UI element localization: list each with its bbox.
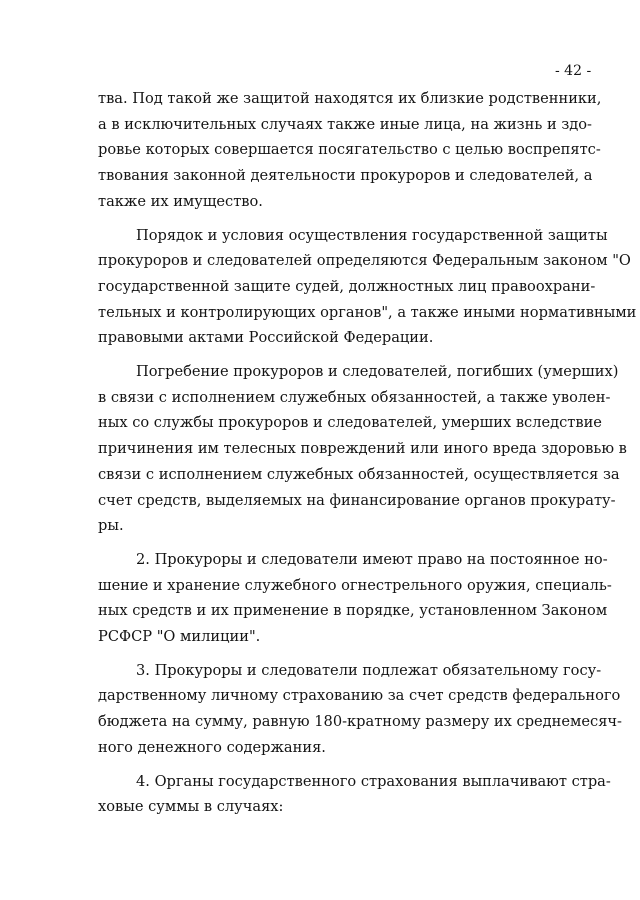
text-line: в связи с исполнением служебных обязанностей, а также уволен- [98,388,611,406]
paragraph [98,359,627,539]
text-line: ровье которых совершается посягательство с целью воспрепятс- [98,141,601,159]
text-line: а в исключительных случаях также иные лица, на жизнь и здо- [98,115,592,133]
page-number: - 42 - [555,63,592,79]
text-line: причинения им телесных повреждений или иного вреда здоровью в [98,440,627,458]
text-line: ного денежного содержания. [98,738,326,756]
text-line: тельных и контролирующих органов", а также иными нормативными [98,303,637,321]
text-line: ных со службы прокуроров и следователей, умерших вследствие [98,414,602,432]
text-line: твования законной деятельности прокуроров и следователей, а [98,167,593,185]
text-line: прокуроров и следователей определяются Федеральным законом "О [98,252,631,270]
paragraph [98,86,602,215]
text-line: ховые суммы в случаях: [98,798,284,816]
text-line: государственной защите судей, должностных лиц правоохрани- [98,277,596,295]
text-line: счет средств, выделяемых на финансирование органов прокурату- [98,491,616,509]
text-line: связи с исполнением служебных обязанностей, осуществляется за [98,465,620,483]
text-line: 4. Органы государственного страхования выплачивают стра- [136,772,611,790]
paragraph [98,547,612,650]
text-line: 3. Прокуроры и следователи подлежат обязательному госу- [136,661,602,679]
text-line: 2. Прокуроры и следователи имеют право на постоянное но- [136,550,608,568]
text-line: ных средств и их применение в порядке, установленном Законом [98,602,608,620]
paragraph [98,658,622,761]
text-line: ры. [98,517,124,535]
paragraph [98,223,637,352]
text-line: РСФСР "О милиции". [98,628,261,646]
text-line: тва. Под такой же защитой находятся их близкие родственники, [98,90,602,107]
text-line: дарственному личному страхованию за счет средств федерального [98,687,621,705]
text-line: также их имущество. [98,192,263,210]
text-line: правовыми актами Российской Федерации. [98,329,434,347]
paragraph [98,769,611,820]
text-line: Погребение прокуроров и следователей, погибших (умерших) [136,363,619,381]
text-line: шение и хранение служебного огнестрельного оружия, специаль- [98,576,612,594]
body-text [98,86,637,828]
text-line: бюджета на сумму, равную 180-кратному размеру их среднемесяч- [98,713,622,731]
text-line: Порядок и условия осуществления государственной защиты [136,226,608,244]
